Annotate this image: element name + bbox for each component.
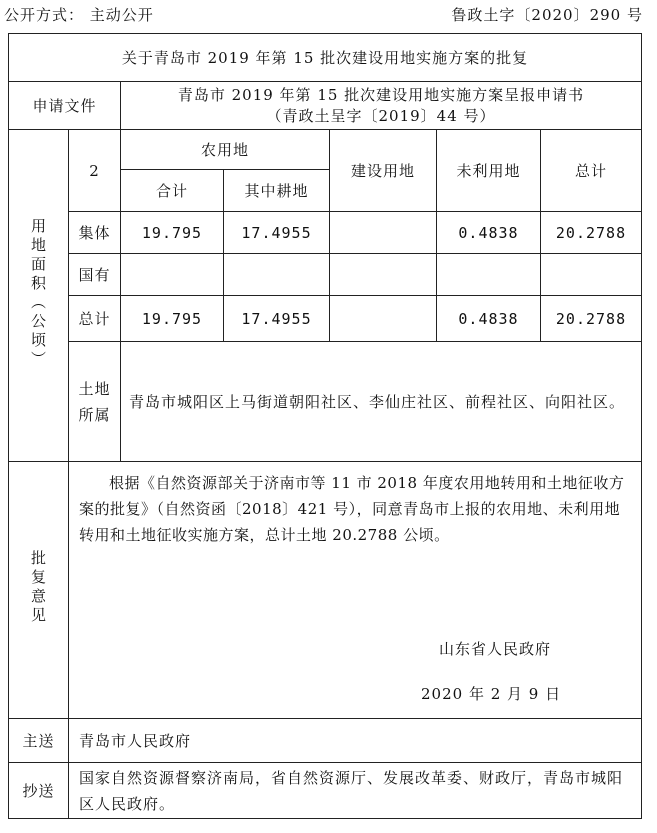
approval-text: 根据《自然资源部关于济南市等 11 市 2018 年度农用地转用和土地征收方案的批复》（自然资函〔2018〕421 号），同意青岛市上报的农用地、未利用地转用和土地征收实施方案，总计土地 20.2788 公顷。 xyxy=(79,474,625,544)
unused-cell: 0.4838 xyxy=(437,212,541,254)
approval-side-label xyxy=(9,462,69,719)
total-cell: 20.2788 xyxy=(541,296,642,342)
application-document xyxy=(121,82,642,130)
unused-land-header: 未利用地 xyxy=(437,130,541,212)
total-cell xyxy=(541,254,642,296)
agri-total-cell: 19.795 xyxy=(121,296,224,342)
location-label xyxy=(69,342,121,462)
document-title: 关于青岛市 2019 年第 15 批次建设用地实施方案的批复 xyxy=(9,34,642,82)
table-row xyxy=(9,296,642,342)
agri-total-cell: 19.795 xyxy=(121,212,224,254)
corner-cell: 2 xyxy=(69,130,121,212)
application-label: 申请文件 xyxy=(9,82,121,130)
construction-land-header: 建设用地 xyxy=(330,130,437,212)
approval-opinion xyxy=(69,462,642,719)
document-number: 鲁政土字〔2020〕290 号 xyxy=(451,6,643,24)
approval-label: 批复意见 xyxy=(29,550,47,626)
arable-cell: 17.4955 xyxy=(224,296,330,342)
unused-cell: 0.4838 xyxy=(437,296,541,342)
copy-send-label: 抄送 xyxy=(9,763,69,819)
table-row xyxy=(9,254,642,296)
agri-subtotal-header: 合计 xyxy=(121,170,224,212)
application-line-1: 青岛市 2019 年第 15 批次建设用地实施方案呈报申请书 xyxy=(177,85,585,104)
copy-send-value: 国家自然资源督察济南局，省自然资源厅、发展改革委、财政厅，青岛市城阳区人民政府。 xyxy=(69,763,642,819)
main-send-value: 青岛市人民政府 xyxy=(69,719,642,763)
land-area-side-label xyxy=(9,130,69,462)
row-label: 总计 xyxy=(69,296,121,342)
land-location: 青岛市城阳区上马街道朝阳社区、李仙庄社区、前程社区、向阳社区。 xyxy=(121,342,642,462)
agri-land-header: 农用地 xyxy=(121,130,330,170)
construction-cell xyxy=(330,254,437,296)
arable-header: 其中耕地 xyxy=(224,170,330,212)
land-area-label: 用地面积（公顷） xyxy=(29,217,47,370)
row-label: 国有 xyxy=(69,254,121,296)
construction-cell xyxy=(330,212,437,254)
row-label: 集体 xyxy=(69,212,121,254)
construction-cell xyxy=(330,296,437,342)
application-line-2: （青政土呈字〔2019〕44 号） xyxy=(266,106,496,125)
agri-total-cell xyxy=(121,254,224,296)
arable-cell xyxy=(224,254,330,296)
disclosure-method: 公开方式： 主动公开 xyxy=(4,6,154,24)
approval-date: 2020 年 2 月 9 日 xyxy=(421,685,562,703)
total-cell: 20.2788 xyxy=(541,212,642,254)
approval-form-table xyxy=(8,33,642,819)
location-label-text: 土地所属 xyxy=(78,379,111,424)
table-row xyxy=(9,212,642,254)
signer: 山东省人民政府 xyxy=(439,640,552,658)
main-send-label: 主送 xyxy=(9,719,69,763)
grand-total-header: 总计 xyxy=(541,130,642,212)
arable-cell: 17.4955 xyxy=(224,212,330,254)
unused-cell xyxy=(437,254,541,296)
